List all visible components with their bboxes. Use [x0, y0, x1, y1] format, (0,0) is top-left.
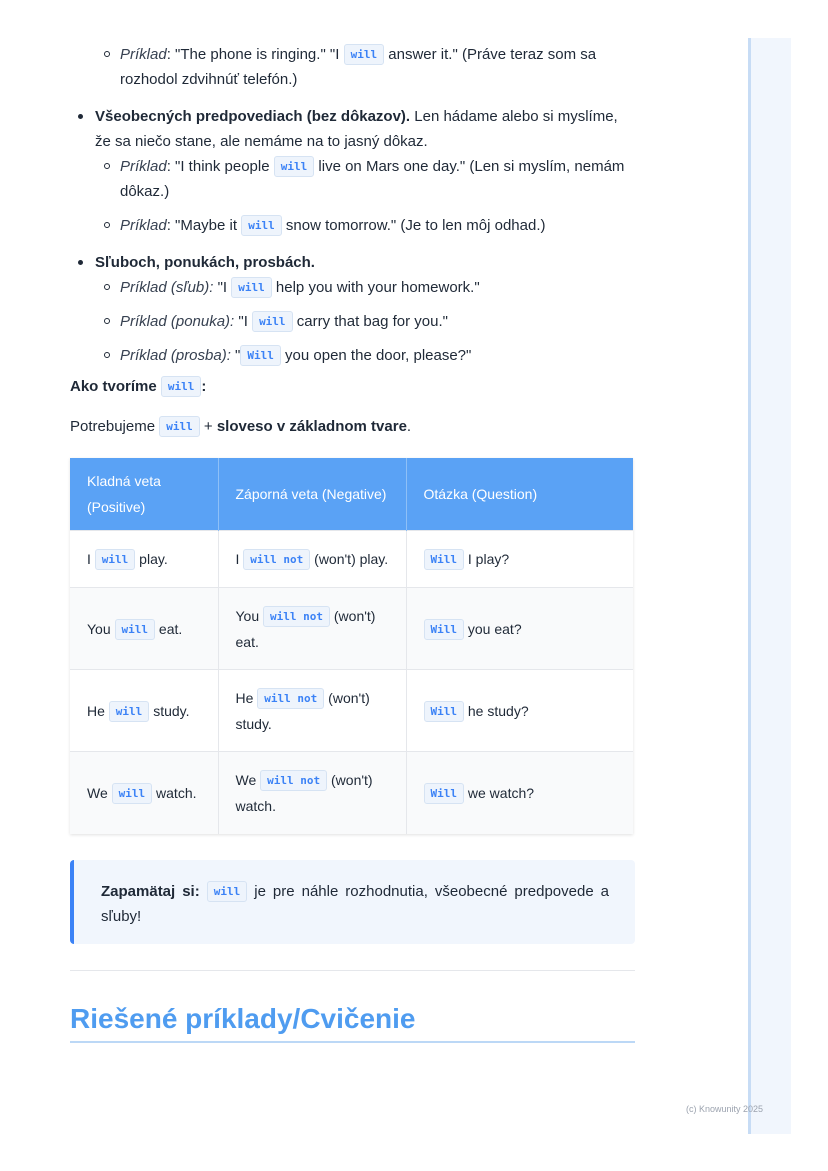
code-will: Will: [424, 701, 465, 722]
list-item: Príklad (prosba): " Will you open the door, please?": [120, 343, 635, 368]
code-will-not: will not: [243, 549, 310, 570]
code-will: will: [112, 783, 153, 804]
formation-rule: Potrebujeme will + sloveso v základnom tvare.: [70, 418, 412, 435]
code-will: will: [161, 376, 202, 397]
remember-callout: [70, 860, 635, 944]
table-cell: He will not (won't) study.: [218, 670, 406, 752]
code-will: will: [159, 416, 200, 437]
formation-heading: Ako tvoríme will :: [70, 378, 207, 395]
code-will-not: will not: [260, 770, 327, 791]
code-will: will: [115, 619, 156, 640]
table-row: [70, 531, 633, 588]
list-item-promises: Sľuboch, ponukách, prosbách. Príklad (sľub): "I will help you with your homework." Príklad (ponuka): "I will carry that bag for you." Príklad (prosba): " Will you open the door, please?": [95, 250, 635, 368]
code-will: Will: [240, 345, 281, 366]
table-cell: You will not (won't) eat.: [218, 588, 406, 670]
list-item-predictions: Všeobecných predpovediach (bez dôkazov). Len hádame alebo si myslíme, že sa niečo stane, ale nemáme na to jasný dôkaz. Príklad: "I think people will live on Mars one day." (Len si myslím, nemám dôkaz.) Príklad: "Maybe it will snow tomorrow." (Je to len môj odhad.): [95, 104, 635, 238]
table-row: [70, 588, 633, 670]
list-item: Príklad (sľub): "I will help you with your homework.": [120, 275, 635, 300]
table-cell: Will we watch?: [406, 752, 633, 834]
callout-label: Zapamätaj si:: [101, 882, 200, 900]
divider: [70, 970, 635, 971]
code-will: will: [241, 215, 282, 236]
table-row: [70, 752, 633, 834]
table-cell: Will I play?: [406, 531, 633, 588]
column-header-question: Otázka (Question): [406, 458, 633, 531]
code-will-not: will not: [257, 688, 324, 709]
code-will: will: [274, 156, 315, 177]
table-cell: I will not (won't) play.: [218, 531, 406, 588]
code-will: will: [344, 44, 385, 65]
column-header-positive: Kladná veta (Positive): [70, 458, 218, 531]
column-header-negative: Záporná veta (Negative): [218, 458, 406, 531]
table-cell: Will he study?: [406, 670, 633, 752]
code-will: will: [109, 701, 150, 722]
main-content: [70, 38, 635, 1043]
table-row: [70, 670, 633, 752]
table-cell: We will watch.: [70, 752, 218, 834]
list-item: Príklad: "I think people will live on Mars one day." (Len si myslím, nemám dôkaz.): [120, 154, 635, 204]
code-will: will: [95, 549, 136, 570]
table-header-row: [70, 458, 633, 531]
table-cell: I will play.: [70, 531, 218, 588]
table-cell: We will not (won't) watch.: [218, 752, 406, 834]
copyright-note: (c) Knowunity 2025: [686, 1104, 764, 1114]
section-title: Riešené príklady/Cvičenie: [70, 1003, 635, 1043]
code-will: will: [231, 277, 272, 298]
code-will-not: will not: [263, 606, 330, 627]
table-cell: He will study.: [70, 670, 218, 752]
callout-text: je pre náhle rozhodnutia, všeobecné predpovede a sľuby!: [101, 882, 610, 925]
conjugation-table: [70, 458, 633, 834]
code-will: Will: [424, 619, 465, 640]
list-item: Príklad: "Maybe it will snow tomorrow." (Je to len môj odhad.): [120, 213, 635, 238]
table-cell: You will eat.: [70, 588, 218, 670]
code-will: Will: [424, 783, 465, 804]
code-will: will: [252, 311, 293, 332]
intro-example-list: [70, 42, 635, 92]
usage-list: [70, 104, 635, 368]
right-sidebar: [748, 38, 791, 1134]
code-will: will: [207, 881, 248, 902]
list-item: Príklad: "The phone is ringing." "I will answer it." (Práve teraz som sa rozhodol zdvihnúť telefón.): [120, 42, 635, 92]
table-cell: Will you eat?: [406, 588, 633, 670]
list-item: Príklad (ponuka): "I will carry that bag for you.": [120, 309, 635, 334]
code-will: Will: [424, 549, 465, 570]
